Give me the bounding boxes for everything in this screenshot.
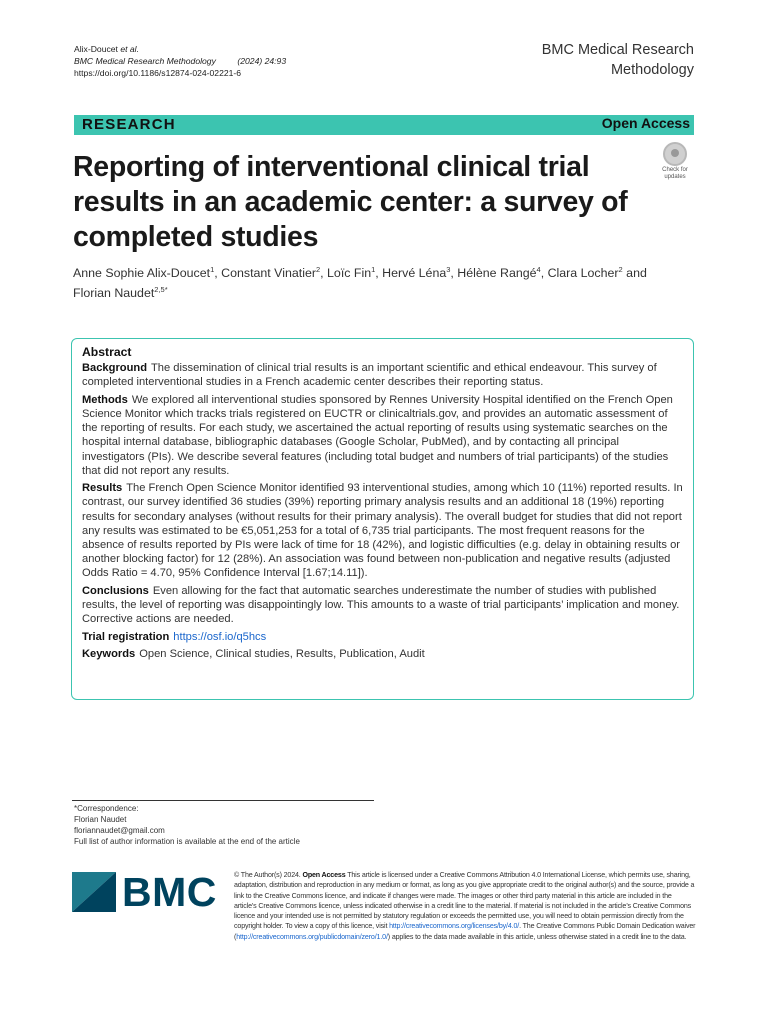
- abstract-heading: Abstract: [82, 345, 132, 359]
- author[interactable]: Hélène Rangé$^4$: [457, 265, 541, 280]
- abstract-registration: Trial registration https://osf.io/q5hcs: [82, 630, 267, 643]
- abstract-methods: Methods We explored all interventional studies sponsored by Rennes University Hospital identified on the French Open Science Monitor which tracks trials registered on EUCTR or clinicaltrials.gov, and provides an automatic assessment of the reporting of results. For each study, we ascertained the actual reporting of results using systematic searches on the hospital internal database, bibliographic databases (Google Scholar, PubMed), and by contacting all principal investigators (PIs). We describe several features (including total budget and numbers of trial participants) of the studies that did not report any results.: [82, 393, 673, 477]
- journal-name: BMC Medical Research Methodology: [541, 42, 694, 78]
- author[interactable]: Loïc Fin$^1$: [327, 265, 376, 280]
- abstract-results: Results The French Open Science Monitor identified 93 interventional studies, among which 10 (11%) reported results. In contrast, our survey identified 36 studies (39%) reporting primary analysis results and an additional 18 (19%) reporting results for secondary analyses (without results for their primary analysis). The overall budget for studies that did not report any results was estimated to be €5,051,253 for a total of 6,735 trial participants. The most frequent reasons for the absence of results reported by PIs were lack of time for 18 (42%), and logistic difficulties (e.g. delay in obtaining results or another blocking factor) for 12 (28%). An association was found between non-publication and negative results (adjusted Odds Ratio = 4.70, 95% Confidence Interval [1.67;14.11]).: [82, 482, 683, 580]
- article-title: Reporting of interventional clinical trial results in an academic center: a survey of completed studies: [73, 151, 628, 253]
- header-et-al: et al.: [120, 44, 139, 54]
- section-label: RESEARCH: [82, 116, 176, 133]
- bmc-logo-icon: [72, 872, 116, 912]
- correspondence-block: *Correspondence: Florian Naudet floriannaudet@gmail.com Full list of author information is available at the end of the article: [74, 804, 300, 846]
- footnote-divider: [72, 800, 374, 801]
- doi-link[interactable]: https://doi.org/10.1186/s12874-024-02221-6: [74, 68, 242, 78]
- author[interactable]: Anne Sophie Alix‑Doucet$^1$: [73, 265, 215, 280]
- header-authors: Alix-Doucet: [74, 44, 118, 54]
- abstract-box: [71, 338, 694, 700]
- abstract-conclusions: Conclusions Even allowing for the fact that automatic searches underestimate the number of studies with published results, the level of reporting was disappointingly low. This amounts to a waste of trial participants’ implication and money. Corrective actions are needed.: [82, 584, 680, 626]
- license-text: © The Author(s) 2024. Open Access This article is licensed under a Creative Commons Attribution 4.0 International License, which permits use, sharing, adaptation, distribution and reproduction in any medium or format, as long as you give appropriate credit to the original author(s) and the source, provide a link to the Creative Commons licence, and indicate if changes were made. The images or other third party material in this article are included in the article’s Creative Commons licence, unless indicated otherwise in a credit line to the material. If material is not included in the article’s Creative Commons licence and your intended use is not permitted by statutory regulation or exceeds the permitted use, you will need to obtain permission directly from the copyright holder. To view a copy of this licence, visit http://creativecommons.org/licenses/by/4.0/. The Creative Commons Public Domain Dedication waiver (http://creativecommons.org/publicdomain/zero/1.0/) applies to the data made available in this article, unless otherwise stated in a credit line to the data.: [234, 871, 696, 941]
- check-for-updates-badge[interactable]: Check for updates: [654, 142, 696, 180]
- license-link[interactable]: http://creativecommons.org/licenses/by/4.0/: [389, 922, 520, 931]
- author[interactable]: Constant Vinatier$^2$: [221, 265, 321, 280]
- journal-citation: BMC Medical Research Methodology: [74, 56, 216, 66]
- correspondence-email[interactable]: floriannaudet@gmail.com: [74, 826, 165, 835]
- abstract-background: Background The dissemination of clinical trial results is an important scientific and ethical endeavour. This survey of completed interventional studies in a French academic center describes their reporting status.: [82, 362, 657, 389]
- bmc-logo: BMC: [72, 872, 217, 912]
- author[interactable]: Hervé Léna$^3$: [382, 265, 451, 280]
- public-domain-link[interactable]: http://creativecommons.org/publicdomain/zero/1.0/: [236, 932, 388, 941]
- author[interactable]: Clara Locher$^2$: [547, 265, 623, 280]
- section-bar: [74, 115, 694, 135]
- open-access-label: Open Access: [601, 115, 690, 131]
- article-meta: [74, 43, 286, 79]
- year-volume: (2024) 24:93: [237, 56, 287, 66]
- check-updates-icon: [663, 142, 687, 166]
- registration-link[interactable]: https://osf.io/q5hcs: [173, 630, 267, 643]
- abstract-keywords: Keywords Open Science, Clinical studies, Results, Publication, Audit: [82, 648, 425, 660]
- author-list: Anne Sophie Alix‑Doucet$^1$, Constant Vinatier$^2$, Loïc Fin$^1$, Hervé Léna$^3$, Hélène Rangé$^4$, Clara Locher$^2$ and Florian Naudet$^{2,5*}$: [73, 265, 647, 300]
- author[interactable]: Florian Naudet$^{2,5*}$: [73, 285, 168, 300]
